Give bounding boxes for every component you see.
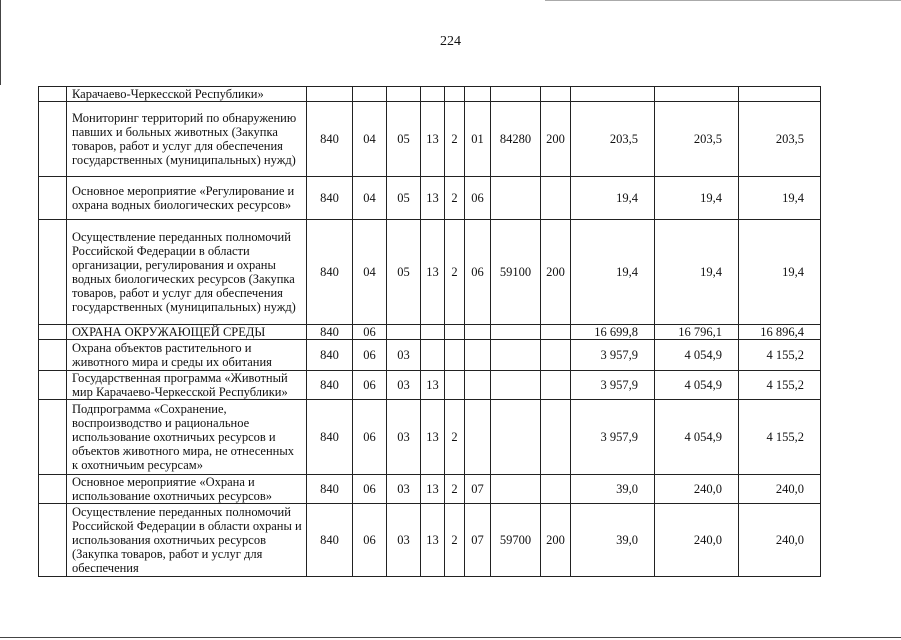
code-cell-c6 (465, 371, 491, 400)
code-cell-c8 (541, 325, 571, 340)
code-cell-c2: 04 (353, 220, 387, 325)
scan-bottom-edge (0, 637, 901, 638)
amount-cell-v3: 240,0 (739, 504, 821, 577)
code-cell-c7 (491, 400, 541, 475)
code-cell-c4: 13 (421, 102, 445, 177)
item-name-cell: Основное мероприятие «Охрана и использование охотничьих ресурсов» (67, 475, 307, 504)
table-row (39, 400, 821, 475)
row-number-cell (39, 220, 67, 325)
code-cell-c2: 06 (353, 340, 387, 371)
row-number-cell (39, 325, 67, 340)
code-cell-c7 (491, 475, 541, 504)
code-cell-c3: 03 (387, 475, 421, 504)
code-cell-c3: 03 (387, 504, 421, 577)
amount-cell-v2: 240,0 (655, 475, 739, 504)
code-cell-c1: 840 (307, 504, 353, 577)
amount-cell-v3: 4 155,2 (739, 371, 821, 400)
code-cell-c1: 840 (307, 371, 353, 400)
code-cell-c3: 05 (387, 220, 421, 325)
row-number-cell (39, 340, 67, 371)
amount-cell-v2: 4 054,9 (655, 340, 739, 371)
table-row (39, 371, 821, 400)
amount-cell-v2: 4 054,9 (655, 400, 739, 475)
page-number: 224 (440, 34, 461, 49)
code-cell-c2: 04 (353, 102, 387, 177)
code-cell-c8: 200 (541, 504, 571, 577)
code-cell-c3: 03 (387, 371, 421, 400)
code-cell-c2: 06 (353, 325, 387, 340)
amount-cell-v1: 3 957,9 (571, 340, 655, 371)
code-cell-c5: 2 (445, 177, 465, 220)
scan-top-edge (545, 0, 901, 1)
amount-cell-v2: 4 054,9 (655, 371, 739, 400)
item-name-cell: Государственная программа «Животный мир Карачаево-Черкесской Республики» (67, 371, 307, 400)
code-cell-c2: 06 (353, 400, 387, 475)
code-cell-c1: 840 (307, 340, 353, 371)
code-cell-c4: 13 (421, 475, 445, 504)
row-number-cell (39, 87, 67, 102)
code-cell-c2: 06 (353, 475, 387, 504)
item-name-cell: Карачаево-Черкесской Республики» (67, 87, 307, 102)
code-cell-c1: 840 (307, 475, 353, 504)
code-cell-c5 (445, 340, 465, 371)
code-cell-c6: 07 (465, 475, 491, 504)
code-cell-c6: 07 (465, 504, 491, 577)
code-cell-c6 (465, 340, 491, 371)
code-cell-c4: 13 (421, 177, 445, 220)
code-cell-c4: 13 (421, 371, 445, 400)
code-cell-c5: 2 (445, 475, 465, 504)
code-cell-c3: 03 (387, 400, 421, 475)
amount-cell-v1: 39,0 (571, 504, 655, 577)
code-cell-c4 (421, 87, 445, 102)
budget-table (38, 86, 821, 577)
table-row (39, 87, 821, 102)
code-cell-c6 (465, 325, 491, 340)
code-cell-c1: 840 (307, 220, 353, 325)
code-cell-c5: 2 (445, 400, 465, 475)
item-name-cell: Осуществление переданных полномочий Российской Федерации в области организации, регулирования и охраны водных биологических ресурсов (Закупка товаров, работ и услуг для обеспечения государственных (муниципальных) нужд) (67, 220, 307, 325)
table-row (39, 102, 821, 177)
amount-cell-v3: 203,5 (739, 102, 821, 177)
amount-cell-v3: 4 155,2 (739, 340, 821, 371)
code-cell-c8: 200 (541, 102, 571, 177)
amount-cell-v3: 240,0 (739, 475, 821, 504)
row-number-cell (39, 371, 67, 400)
code-cell-c6: 06 (465, 220, 491, 325)
code-cell-c1: 840 (307, 177, 353, 220)
code-cell-c1: 840 (307, 102, 353, 177)
code-cell-c7: 59700 (491, 504, 541, 577)
item-name-cell: Охрана объектов растительного и животного мира и среды их обитания (67, 340, 307, 371)
code-cell-c7: 59100 (491, 220, 541, 325)
row-number-cell (39, 400, 67, 475)
amount-cell-v2: 16 796,1 (655, 325, 739, 340)
code-cell-c7 (491, 325, 541, 340)
code-cell-c8 (541, 400, 571, 475)
code-cell-c7 (491, 87, 541, 102)
code-cell-c7 (491, 340, 541, 371)
code-cell-c5: 2 (445, 220, 465, 325)
code-cell-c1: 840 (307, 400, 353, 475)
amount-cell-v3: 19,4 (739, 220, 821, 325)
code-cell-c8 (541, 475, 571, 504)
code-cell-c3: 03 (387, 340, 421, 371)
row-number-cell (39, 177, 67, 220)
row-number-cell (39, 102, 67, 177)
code-cell-c1: 840 (307, 325, 353, 340)
code-cell-c8 (541, 87, 571, 102)
amount-cell-v1: 203,5 (571, 102, 655, 177)
item-name-cell: Основное мероприятие «Регулирование и охрана водных биологических ресурсов» (67, 177, 307, 220)
amount-cell-v2: 19,4 (655, 177, 739, 220)
amount-cell-v2: 240,0 (655, 504, 739, 577)
code-cell-c6: 06 (465, 177, 491, 220)
code-cell-c3 (387, 87, 421, 102)
item-name-cell: Мониторинг территорий по обнаружению павших и больных животных (Закупка товаров, работ и услуг для обеспечения государственных (муниципальных) нужд) (67, 102, 307, 177)
code-cell-c5 (445, 325, 465, 340)
amount-cell-v1: 19,4 (571, 177, 655, 220)
code-cell-c5 (445, 87, 465, 102)
item-name-cell: Подпрограмма «Сохранение, воспроизводство и рациональное использование охотничьих ресурсов и объектов животного мира, не отнесенных к охотничьим ресурсам» (67, 400, 307, 475)
code-cell-c2: 06 (353, 371, 387, 400)
code-cell-c7 (491, 371, 541, 400)
amount-cell-v1: 19,4 (571, 220, 655, 325)
table-row (39, 475, 821, 504)
code-cell-c6 (465, 400, 491, 475)
amount-cell-v3 (739, 87, 821, 102)
table-body (39, 87, 821, 577)
code-cell-c8: 200 (541, 220, 571, 325)
code-cell-c5 (445, 371, 465, 400)
table-row (39, 340, 821, 371)
code-cell-c6 (465, 87, 491, 102)
amount-cell-v2 (655, 87, 739, 102)
code-cell-c8 (541, 371, 571, 400)
table-row (39, 504, 821, 577)
code-cell-c7 (491, 177, 541, 220)
amount-cell-v2: 19,4 (655, 220, 739, 325)
code-cell-c7: 84280 (491, 102, 541, 177)
amount-cell-v1: 16 699,8 (571, 325, 655, 340)
amount-cell-v1 (571, 87, 655, 102)
amount-cell-v2: 203,5 (655, 102, 739, 177)
code-cell-c8 (541, 340, 571, 371)
amount-cell-v1: 3 957,9 (571, 371, 655, 400)
code-cell-c2: 04 (353, 177, 387, 220)
code-cell-c2: 06 (353, 504, 387, 577)
code-cell-c1 (307, 87, 353, 102)
table-row (39, 325, 821, 340)
code-cell-c4: 13 (421, 400, 445, 475)
amount-cell-v3: 16 896,4 (739, 325, 821, 340)
code-cell-c3: 05 (387, 102, 421, 177)
code-cell-c5: 2 (445, 504, 465, 577)
code-cell-c4 (421, 340, 445, 371)
code-cell-c4: 13 (421, 504, 445, 577)
code-cell-c8 (541, 177, 571, 220)
table-row (39, 177, 821, 220)
item-name-cell: Осуществление переданных полномочий Российской Федерации в области охраны и использования охотничьих ресурсов (Закупка товаров, работ и услуг для обеспечения (67, 504, 307, 577)
amount-cell-v1: 3 957,9 (571, 400, 655, 475)
table-row (39, 220, 821, 325)
amount-cell-v3: 19,4 (739, 177, 821, 220)
code-cell-c2 (353, 87, 387, 102)
code-cell-c3: 05 (387, 177, 421, 220)
amount-cell-v1: 39,0 (571, 475, 655, 504)
code-cell-c5: 2 (445, 102, 465, 177)
row-number-cell (39, 504, 67, 577)
item-name-cell: ОХРАНА ОКРУЖАЮЩЕЙ СРЕДЫ (67, 325, 307, 340)
row-number-cell (39, 475, 67, 504)
amount-cell-v3: 4 155,2 (739, 400, 821, 475)
code-cell-c4 (421, 325, 445, 340)
code-cell-c6: 01 (465, 102, 491, 177)
code-cell-c4: 13 (421, 220, 445, 325)
code-cell-c3 (387, 325, 421, 340)
